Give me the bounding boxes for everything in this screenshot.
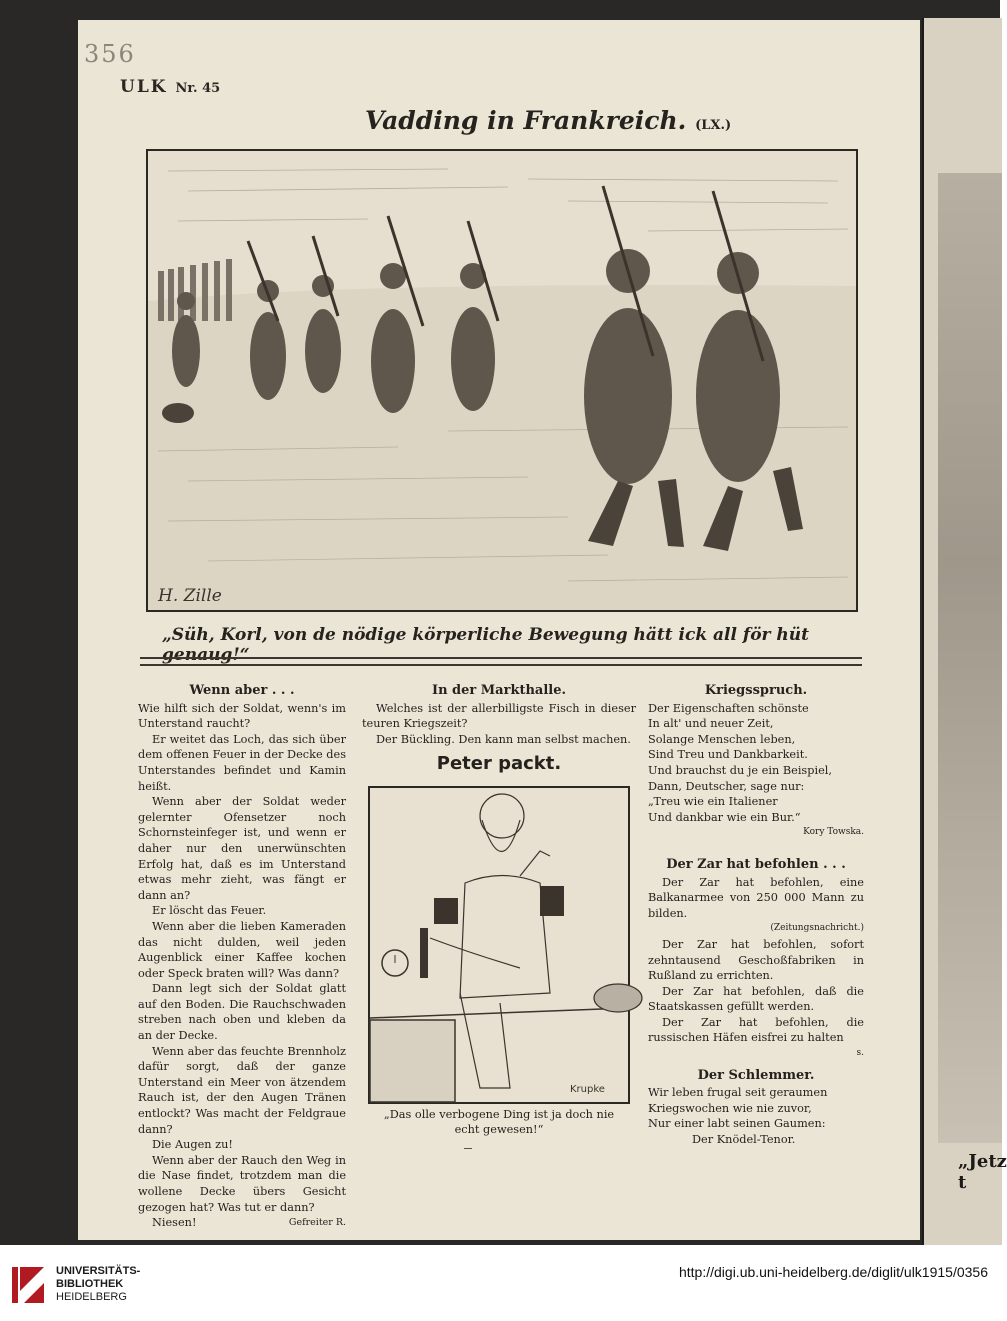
paragraph: Der Zar hat befohlen, die russischen Häfen eisfrei zu halten (648, 1015, 864, 1045)
poem-line: In alt' und neuer Zeit, (648, 717, 774, 731)
poem-line: Nur einer labt seinen Gaumen: (648, 1117, 826, 1131)
paragraph: Wenn aber die lieben Kameraden das nicht dulden, weil jeden Augenblick einer Kaffee kochen oder Speck braten will? Was dann? (138, 919, 346, 980)
article-title: Der Zar hat befohlen . . . (666, 856, 846, 872)
paragraph: Der Bückling. Den kann man selbst machen. (376, 732, 631, 746)
marching-soldiers-illustration (148, 151, 856, 610)
paragraph: Der Zar hat befohlen, daß die Staatskassen gefüllt werden. (648, 984, 864, 1014)
article-wenn-aber (138, 683, 346, 1231)
section-divider (140, 657, 862, 666)
source-note: (Zeitungsnachricht.) (770, 923, 864, 934)
poem-schlemmer (648, 1085, 864, 1147)
paragraph: Der Zar hat befohlen, eine Balkanarmee von 250 000 Mann zu bilden. (648, 875, 864, 920)
main-title-suffix: (LX.) (695, 118, 732, 133)
adjacent-page-illustration (938, 173, 1002, 1143)
poem-line: Wir leben frugal seit geraumen (648, 1086, 828, 1100)
paragraph: Wenn aber der Rauch den Weg in die Nase findet, trotzdem man die wollene Decke übers Gesicht gezogen hat? Was tut er dann? (138, 1153, 346, 1214)
poem-line: Sind Treu und Dankbarkeit. (648, 748, 808, 762)
caption-line: echt gewesen!“ (454, 1123, 544, 1136)
article-title: Der Schlemmer. (697, 1067, 815, 1083)
library-logo-icon (10, 1261, 46, 1305)
poem-line: Der Eigenschaften schönste (648, 701, 809, 715)
main-title-text: Vadding in Frankreich. (365, 106, 687, 135)
poem-line: Dann, Deutscher, sage nur: (648, 779, 805, 793)
peter-cartoon-illustration (370, 788, 628, 1102)
article-title: Wenn aber . . . (189, 683, 295, 698)
poem-line: „Treu wie ein Italiener (648, 795, 778, 809)
poem-kriegsspruch (648, 701, 864, 826)
paragraph: Wenn aber das feuchte Brennholz dafür sorgt, daß der ganze Unterstand ein Meer von ätzendem Rauch ist, der den Augen Tränen entlockt? Was macht der Feldgraue dann? (138, 1044, 346, 1136)
paragraph: Wie hilft sich der Soldat, wenn's im Unterstand raucht? (138, 701, 346, 731)
separator-dash (464, 1148, 472, 1149)
library-name-line: HEIDELBERG (56, 1291, 127, 1303)
paragraph: Er weitet das Loch, das sich über dem offenen Feuer in der Decke des Unterstandes befindet und Kamin heißt. (138, 732, 346, 793)
article-title: Kriegsspruch. (704, 683, 808, 698)
paragraph: Er löscht das Feuer. (152, 904, 267, 918)
closing-line (138, 1215, 346, 1231)
library-name-line: BIBLIOTHEK (56, 1278, 124, 1290)
paragraph: Die Augen zu! (152, 1138, 233, 1152)
paragraph: Der Zar hat befohlen, sofort zehntausend Geschoßfabriken in Rußland zu errichten. (648, 937, 864, 983)
viewer-footer (0, 1245, 1000, 1321)
poem-author: Kory Towska. (803, 827, 864, 838)
library-name-line: UNIVERSITÄTS- (56, 1265, 141, 1277)
peter-cartoon (368, 786, 630, 1104)
article-markthalle (362, 683, 636, 747)
author-signature: Gefreiter R. (288, 1217, 346, 1229)
magazine-name: ULK (120, 77, 168, 97)
paragraph: Wenn aber der Soldat weder gelernter Ofensetzer noch Schornsteinfeger ist, und wenn er daher nur den unerwünschten Erfolg hat, daß es im Unterstand etwas mehr zieht, was fängt er dann an? (138, 795, 346, 902)
paragraph: Welches ist der allerbilligste Fisch in dieser teuren Kriegszeit? (362, 701, 636, 731)
poem-line: Und dankbar wie ein Bur.“ (648, 810, 801, 824)
adjacent-page-text: „Jetz t (958, 1151, 1007, 1193)
peter-cartoon-title: Peter packt. (436, 753, 562, 774)
paragraph: Dann legt sich der Soldat glatt auf den Boden. Die Rauchschwaden streben nach oben und kleben da an der Decke. (138, 982, 346, 1043)
handwritten-page-number: 356 (84, 40, 136, 68)
poem-line: Kriegswochen wie nie zuvor, (648, 1101, 812, 1115)
right-column (648, 683, 864, 1148)
poem-line: Und brauchst du je ein Beispiel, (648, 763, 832, 777)
soldiers-cartoon (146, 149, 858, 612)
permalink-url[interactable]: http://digi.ub.uni-heidelberg.de/diglit/ulk1915/0356 (678, 1264, 988, 1280)
peter-cartoon-caption (362, 1107, 636, 1137)
article-title: In der Markthalle. (431, 683, 567, 698)
cartoon-signature: H. Zille (158, 586, 222, 606)
cartoon-caption: „Süh, Korl, von de nödige körperliche Bewegung hätt ick all för hüt genaug!“ (162, 625, 809, 665)
poem-line: Solange Menschen leben, (648, 732, 796, 746)
last-line: Niesen! (152, 1216, 197, 1230)
issue-number: Nr. 45 (175, 81, 221, 96)
peter-cartoon-signature: Krupke (570, 1084, 605, 1095)
article-end-mark: s. (856, 1048, 864, 1059)
main-title (365, 106, 731, 135)
caption-line: „Das olle verbogene Ding ist ja doch nie (383, 1108, 615, 1121)
library-name (56, 1265, 140, 1304)
adjacent-page (922, 18, 1007, 1245)
poem-author: Der Knödel-Tenor. (692, 1133, 796, 1147)
running-head (120, 77, 220, 97)
